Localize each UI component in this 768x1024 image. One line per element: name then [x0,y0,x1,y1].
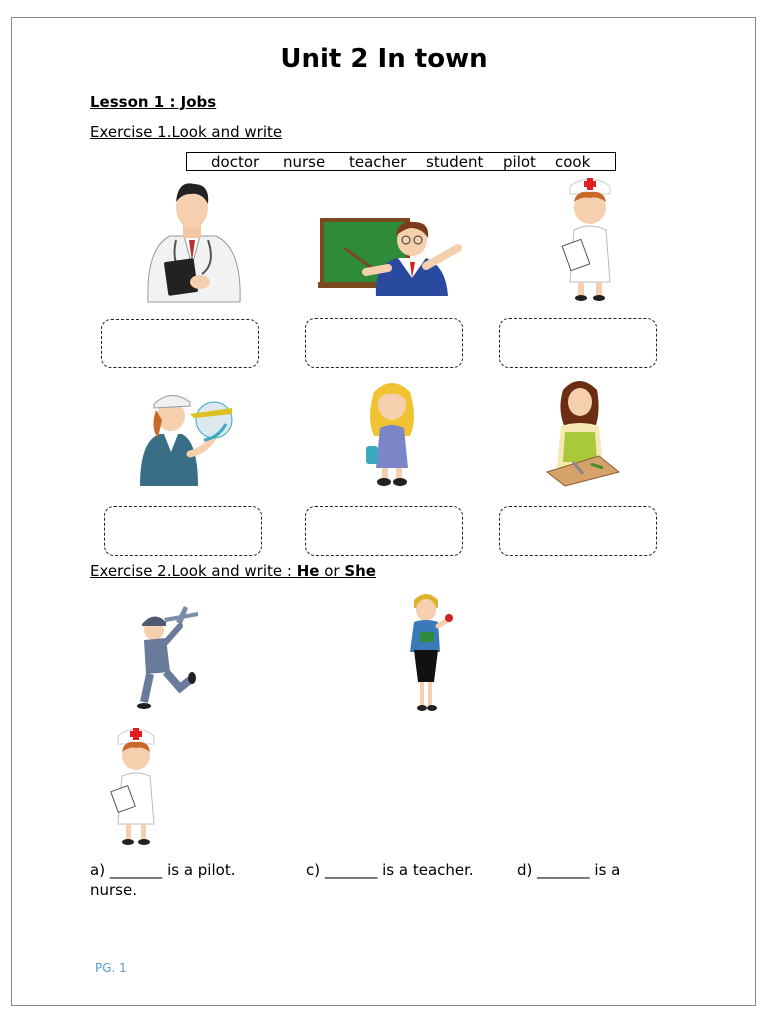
teacher-woman-illustration [402,590,456,714]
student-illustration [364,378,420,488]
word-bank-item: doctor [211,153,260,171]
word-bank-item: nurse [283,153,326,171]
word-bank-item: teacher [349,153,407,171]
she-option: She [344,562,376,580]
page-title: Unit 2 In town [280,44,488,74]
sentence-d-continued: nurse. [90,881,137,899]
page-number: PG. 1 [95,961,127,975]
answer-box[interactable] [104,506,262,556]
doctor-illustration [140,178,246,304]
lesson-heading: Lesson 1 : Jobs [90,93,217,111]
cook-illustration [543,376,621,488]
teacher-illustration [318,218,472,302]
answer-box[interactable] [499,506,657,556]
he-option: He [296,562,320,580]
nurse-illustration [540,172,640,304]
word-bank-item: cook [555,153,591,171]
sentence-d: d) _______ is a [517,861,621,879]
answer-box[interactable] [499,318,657,368]
nurse-small-illustration [108,724,164,848]
answer-box[interactable] [305,506,463,556]
word-bank-item: student [426,153,484,171]
exercise-1-heading: Exercise 1.Look and write [90,123,283,141]
sentence-c: c) _______ is a teacher. [306,861,474,879]
exercise-2-heading: Exercise 2.Look and write : He or She [90,562,376,580]
answer-box[interactable] [101,319,259,368]
pilot-illustration [134,384,234,488]
word-bank-item: pilot [503,153,536,171]
sentence-a: a) _______ is a pilot. [90,861,236,879]
answer-box[interactable] [305,318,463,368]
pilot-dancing-illustration [136,602,200,710]
